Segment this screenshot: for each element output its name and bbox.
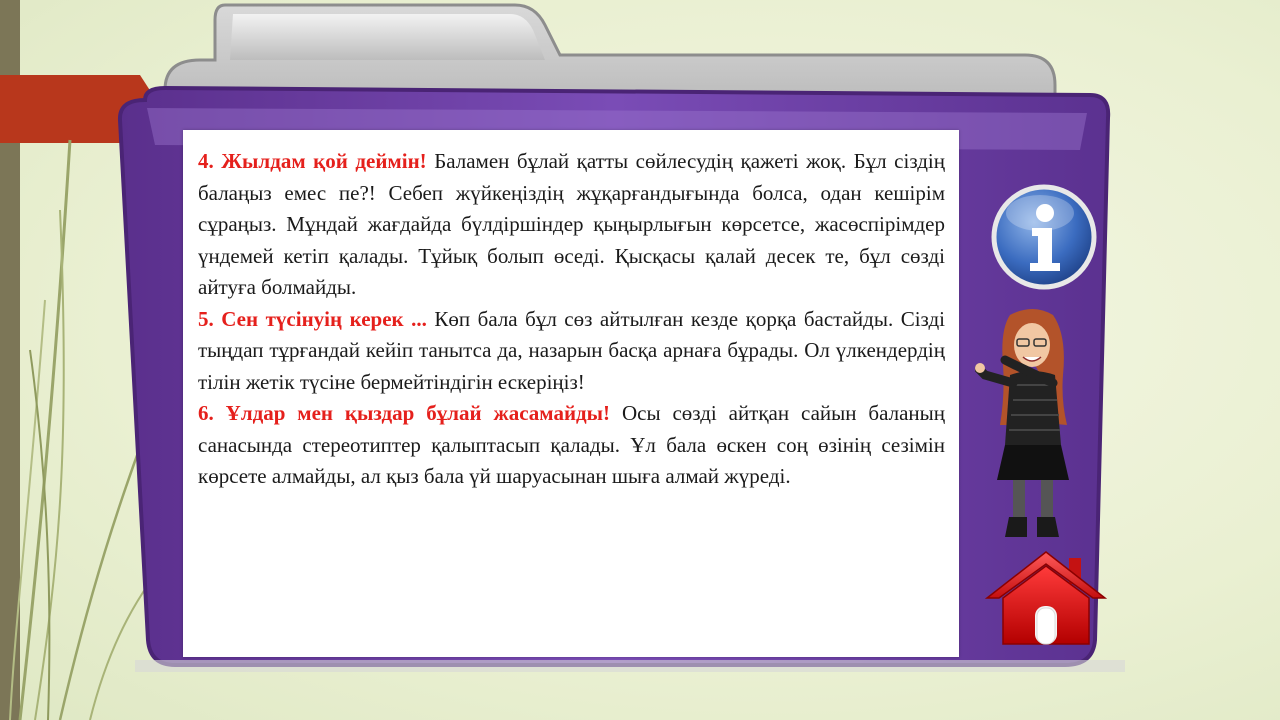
heading-5: 5. Сен түсінуің керек ...: [198, 306, 427, 331]
heading-4: 4. Жылдам қой деймін!: [198, 149, 427, 173]
home-icon[interactable]: [985, 548, 1107, 648]
info-icon[interactable]: [990, 183, 1098, 291]
paragraph-4: [198, 146, 945, 304]
heading-6: 6. Ұлдар мен қыздар бұлай жасамайды!: [198, 401, 611, 425]
paragraph-5: [198, 304, 945, 399]
paragraph-5-text: Көп бала бұл сөз айтылған кезде қорқа бастайды. Сізді тыңдап тұрғандай кейіп танытса да, назарын басқа арнаға бұрады. Ол үлкендердің тілін жетік түсіне бермейтіндігін ескеріңіз!: [198, 306, 945, 394]
avatar-character: [975, 305, 1090, 540]
text-panel: [183, 130, 959, 657]
paragraph-6-text: Осы сөзді айтқан сайын баланың санасында стереотиптер қалыптасып қалады. Ұл бала өскен соң өзінің сезімін көрсете алмайды, ал қыз бала үй шаруасынан шыға алмай жүреді.: [198, 401, 945, 488]
paragraph-4-text: Баламен бұлай қатты сөйлесудің қажеті жоқ. Бұл сіздің балаңыз емес пе?! Себеп жүйкеңіздің жұқарғандығында болса, одан кешірім сұраңыз. Мұндай жағдайда бүлдіршіндер қыңырлығын көрсетсе, жасөспірімдер үндемей кетіп қалады. Тұйық болып өседі. Қысқасы қалай десек те, бұл сөзді айтуға болмайды.: [198, 149, 945, 299]
paragraph-6: [198, 398, 945, 493]
